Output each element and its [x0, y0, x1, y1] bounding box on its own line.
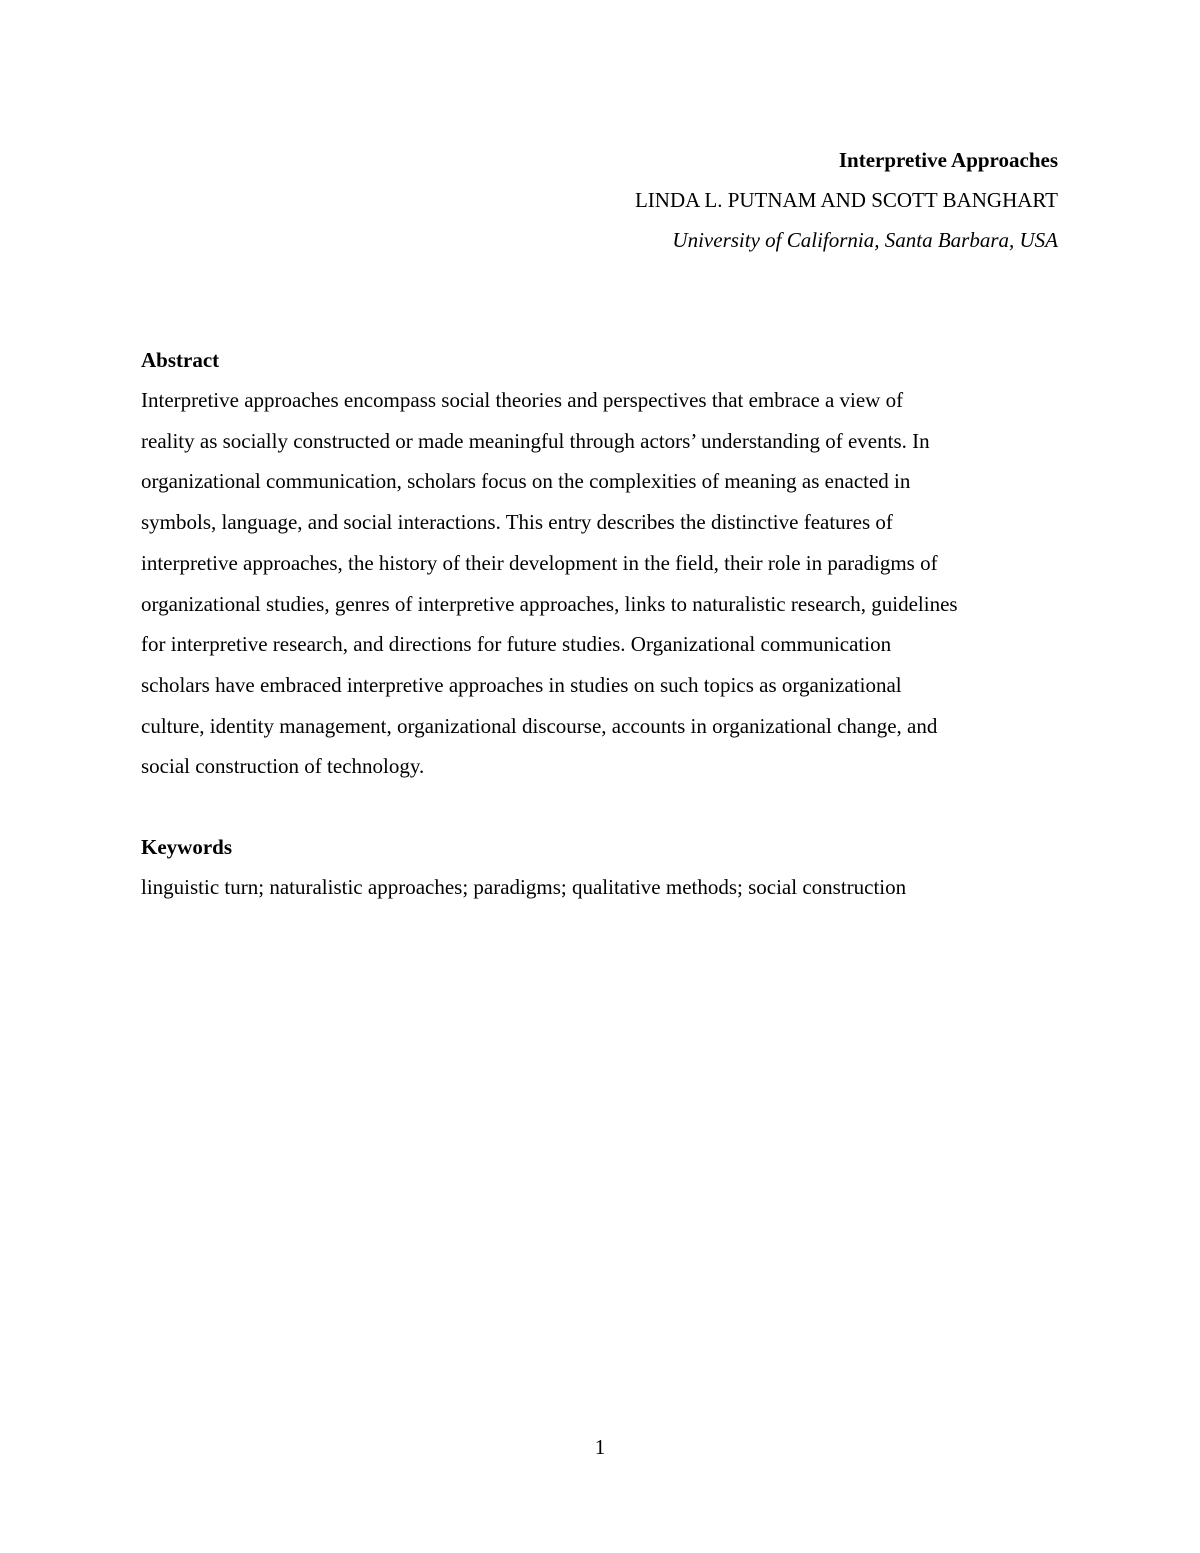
abstract-line: symbols, language, and social interactions. This entry describes the distinctive features of	[141, 510, 893, 535]
title-block	[635, 140, 1058, 260]
abstract-body	[141, 380, 1061, 787]
abstract-section	[141, 340, 1061, 787]
author-affiliation: University of California, Santa Barbara, USA	[672, 228, 1058, 252]
abstract-line: for interpretive research, and directions for future studies. Organizational communication	[141, 632, 892, 657]
abstract-line: Interpretive approaches encompass social theories and perspectives that embrace a view of	[141, 388, 904, 412]
abstract-line: organizational communication, scholars focus on the complexities of meaning as enacted in	[141, 469, 911, 494]
abstract-line: interpretive approaches, the history of their development in the field, their role in paradigms of	[141, 550, 938, 575]
page-number: 1	[594, 1435, 606, 1459]
abstract-line: culture, identity management, organizational discourse, accounts in organizational change, and	[141, 713, 938, 738]
author-names: LINDA L. PUTNAM AND SCOTT BANGHART	[634, 188, 1058, 212]
keywords-list: linguistic turn; naturalistic approaches; paradigms; qualitative methods; social construction	[141, 875, 907, 899]
abstract-line: organizational studies, genres of interpretive approaches, links to naturalistic research, guidelines	[141, 591, 958, 616]
keywords-section	[141, 827, 1061, 908]
paper-title: Interpretive Approaches	[838, 148, 1058, 172]
abstract-heading: Abstract	[141, 348, 220, 372]
abstract-line: reality as socially constructed or made meaningful through actors’ understanding of events. In	[141, 428, 930, 453]
abstract-line: social construction of technology.	[141, 754, 425, 779]
abstract-line: scholars have embraced interpretive approaches in studies on such topics as organizational	[141, 672, 902, 697]
keywords-heading: Keywords	[141, 835, 232, 859]
